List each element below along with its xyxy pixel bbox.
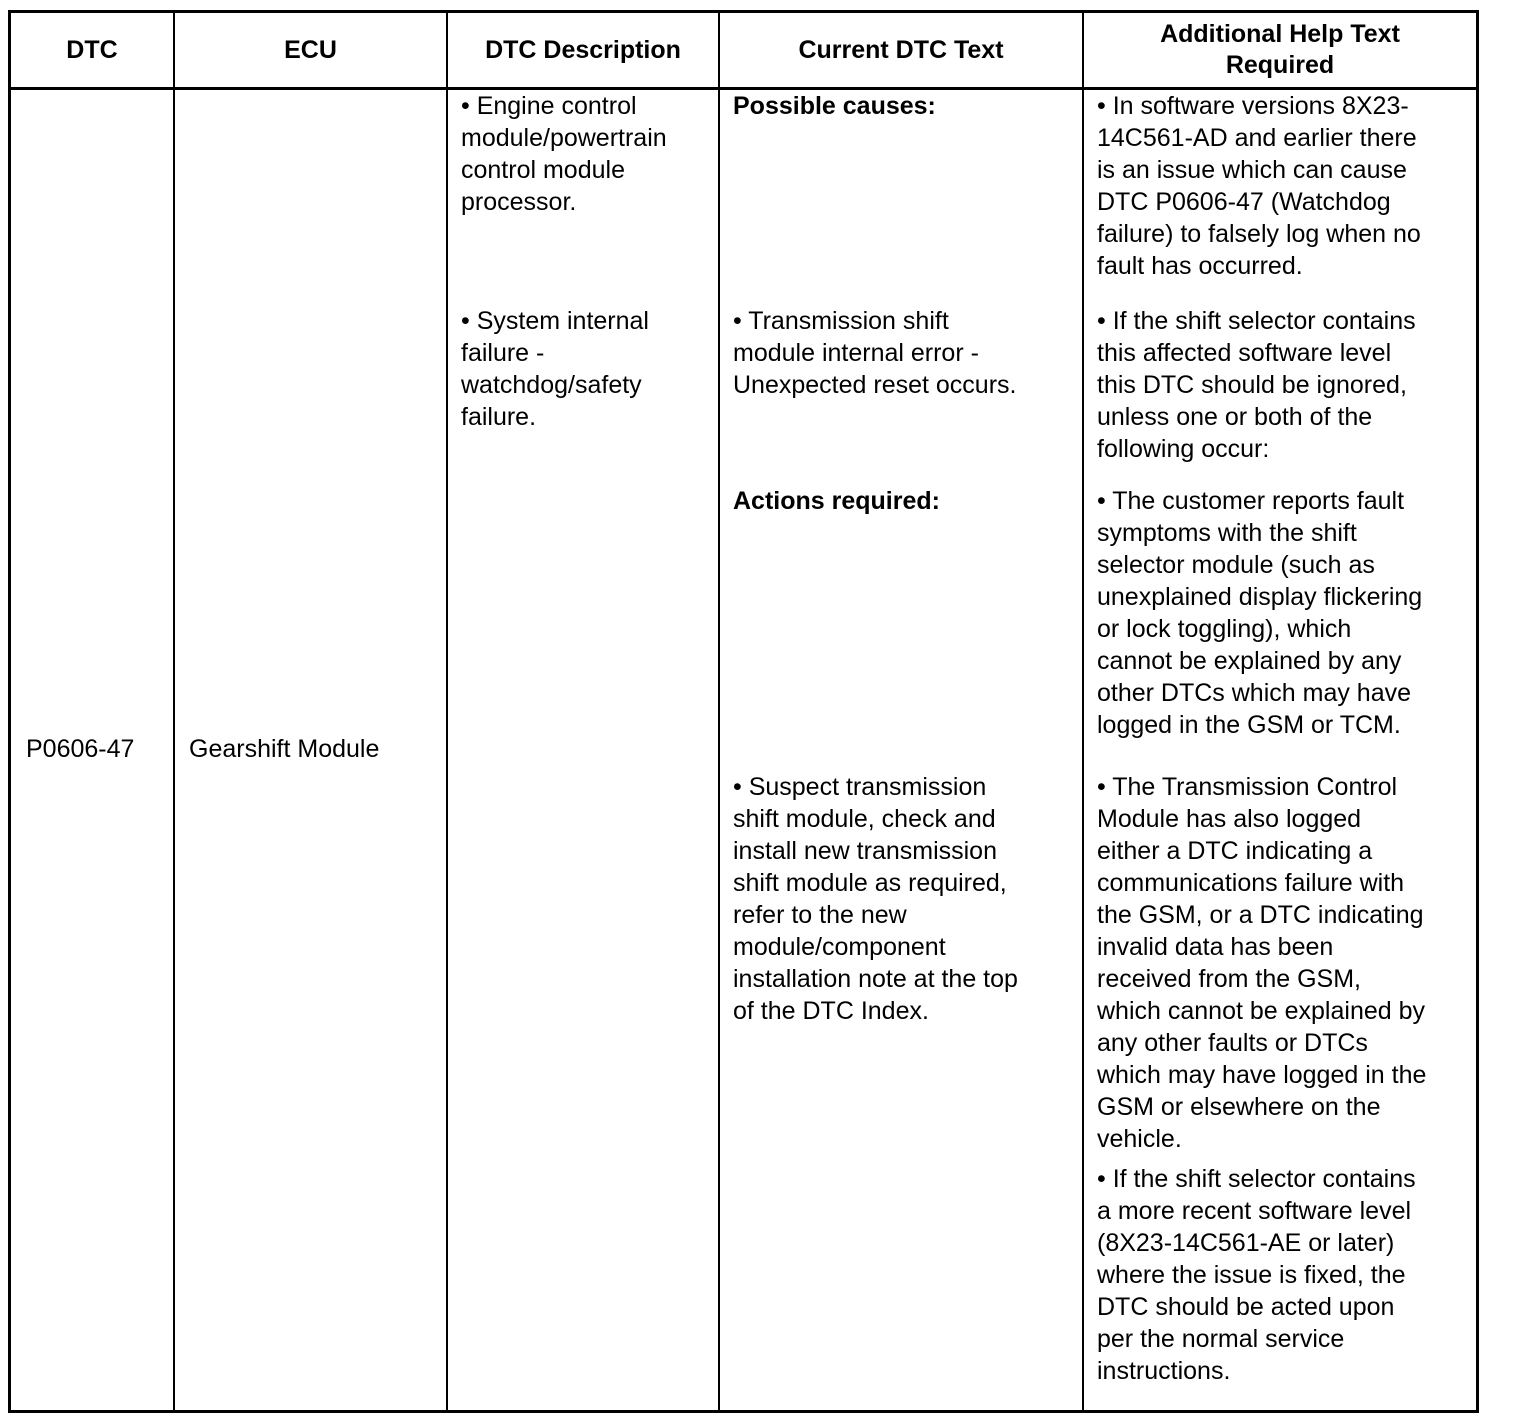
column-divider xyxy=(1082,13,1084,1410)
possible-causes-item: • Transmission shift module internal error - Unexpected reset occurs. xyxy=(733,307,1017,399)
description-item: • Engine control module/powertrain control module processor. xyxy=(461,92,667,216)
header-additional-help-text: Additional Help Text Required xyxy=(1160,20,1400,79)
actions-required-item: • Suspect transmission shift module, check and install new transmission shift module as required, refer to the new module/component installation note at the top of the DTC Index. xyxy=(733,773,1018,1025)
column-divider xyxy=(173,13,175,1410)
dtc-code: P0606-47 xyxy=(26,735,135,763)
ecu-name: Gearshift Module xyxy=(189,735,380,763)
help-text-item: • In software versions 8X23- 14C561-AD and earlier there is an issue which can cause DTC P0606-47 (Watchdog failure) to falsely log when no fault has occurred. xyxy=(1097,92,1421,280)
header-ecu: ECU xyxy=(284,35,337,64)
possible-causes-heading: Possible causes: xyxy=(733,92,936,120)
description-item: • System internal failure - watchdog/safety failure. xyxy=(461,307,649,431)
help-text-item: • If the shift selector contains this affected software level this DTC should be ignored, unless one or both of the following occur: xyxy=(1097,307,1416,463)
help-text-item: • The Transmission Control Module has also logged either a DTC indicating a communications failure with the GSM, or a DTC indicating invalid data has been received from the GSM, which cannot be explained by any other faults or DTCs which may have logged in the GSM or elsewhere on the vehicle. xyxy=(1097,773,1427,1153)
actions-required-heading: Actions required: xyxy=(733,487,940,515)
help-text-item: • If the shift selector contains a more recent software level (8X23-14C561-AE or later) where the issue is fixed, the DTC should be acted upon per the normal service instructions. xyxy=(1097,1165,1416,1385)
header-current-dtc-text: Current DTC Text xyxy=(798,35,1004,64)
column-divider xyxy=(718,13,720,1410)
header-dtc-description: DTC Description xyxy=(485,35,681,64)
column-divider xyxy=(446,13,448,1410)
header-dtc: DTC xyxy=(66,35,118,64)
help-text-item: • The customer reports fault symptoms with the shift selector module (such as unexplained display flickering or lock toggling), which cannot be explained by any other DTCs which may have logged in the GSM or TCM. xyxy=(1097,487,1423,739)
dtc-table xyxy=(8,10,1479,1413)
